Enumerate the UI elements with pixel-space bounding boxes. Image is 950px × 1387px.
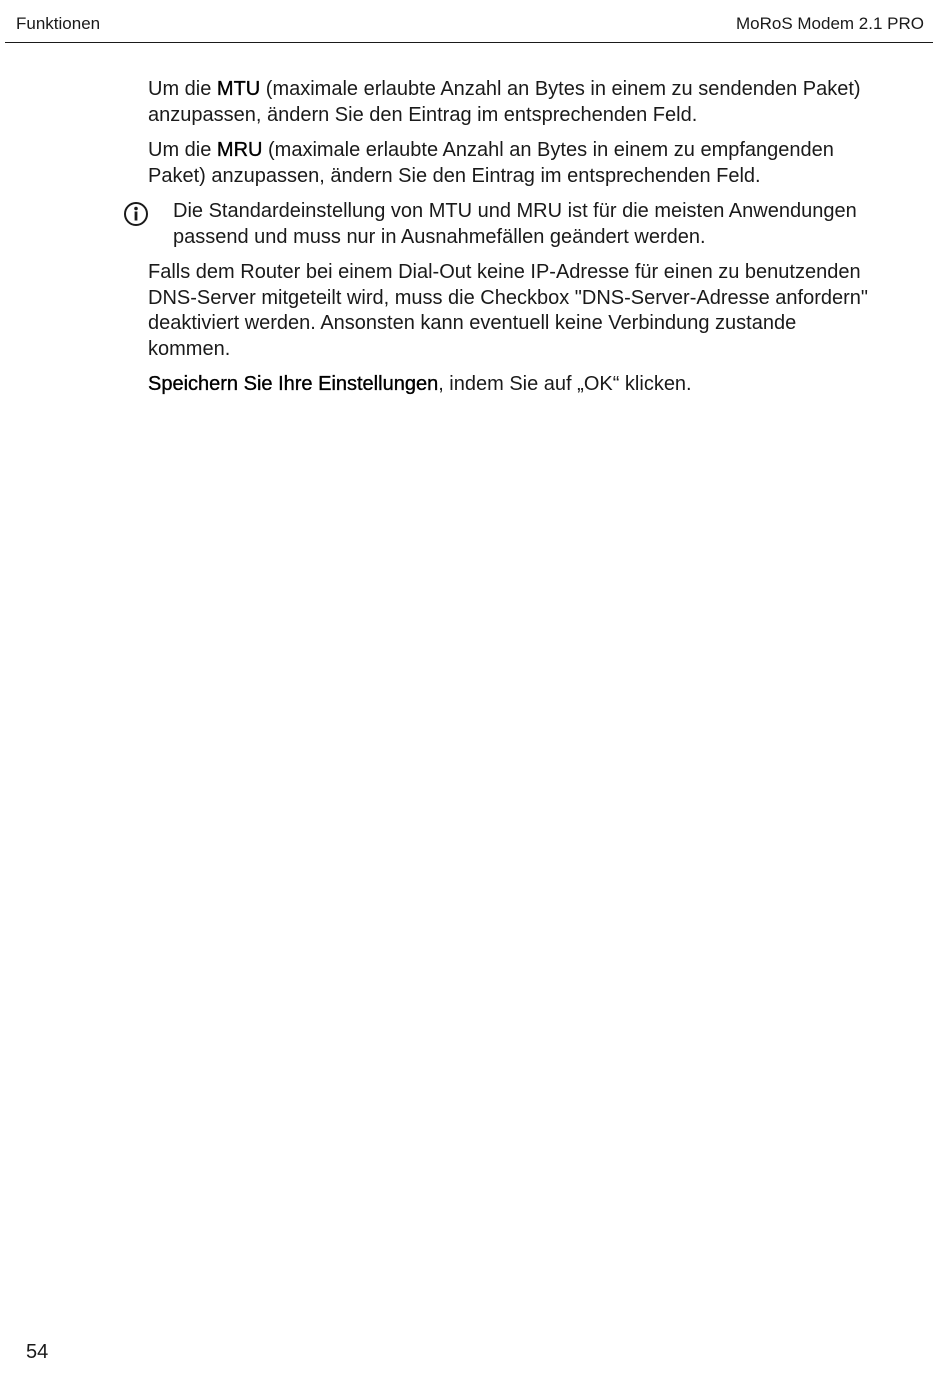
save-paragraph: Speichern Sie Ihre Einstellungen, indem Sie auf „OK“ klicken. <box>148 373 692 395</box>
header-divider <box>5 42 933 43</box>
note-text: Die Standardeinstellung von MTU und MRU ist für die meisten Anwendungen passend und muss nur in Ausnahmefällen geändert werden. <box>173 200 857 248</box>
save-emphasis: Speichern Sie Ihre Einstellungen <box>148 373 439 395</box>
mtu-term: MTU <box>216 78 261 100</box>
body-content <box>148 77 878 408</box>
info-note <box>148 199 878 250</box>
product-name: MoRoS Modem 2.1 PRO <box>735 14 924 33</box>
section-title: Funktionen <box>16 14 101 33</box>
mru-term: MRU <box>216 139 263 161</box>
mtu-paragraph: Um die MTU (maximale erlaubte Anzahl an Bytes in einem zu sendenden Paket) anzupassen, ändern Sie den Eintrag im entsprechenden Feld. <box>148 78 861 126</box>
info-icon <box>123 201 149 227</box>
page-number: 54 <box>26 1341 49 1363</box>
dns-paragraph: Falls dem Router bei einem Dial-Out keine IP-Adresse für einen zu benutzenden DNS-Server mitgeteilt wird, muss die Checkbox "DNS-Server-Adresse anfordern" deaktiviert werden. Ansonsten kann eventuell keine Verbindung zustande kommen. <box>148 261 868 360</box>
mru-paragraph: Um die MRU (maximale erlaubte Anzahl an Bytes in einem zu empfangenden Paket) anzupassen, ändern Sie den Eintrag im entsprechenden Feld. <box>148 139 834 187</box>
page-header <box>16 14 924 38</box>
